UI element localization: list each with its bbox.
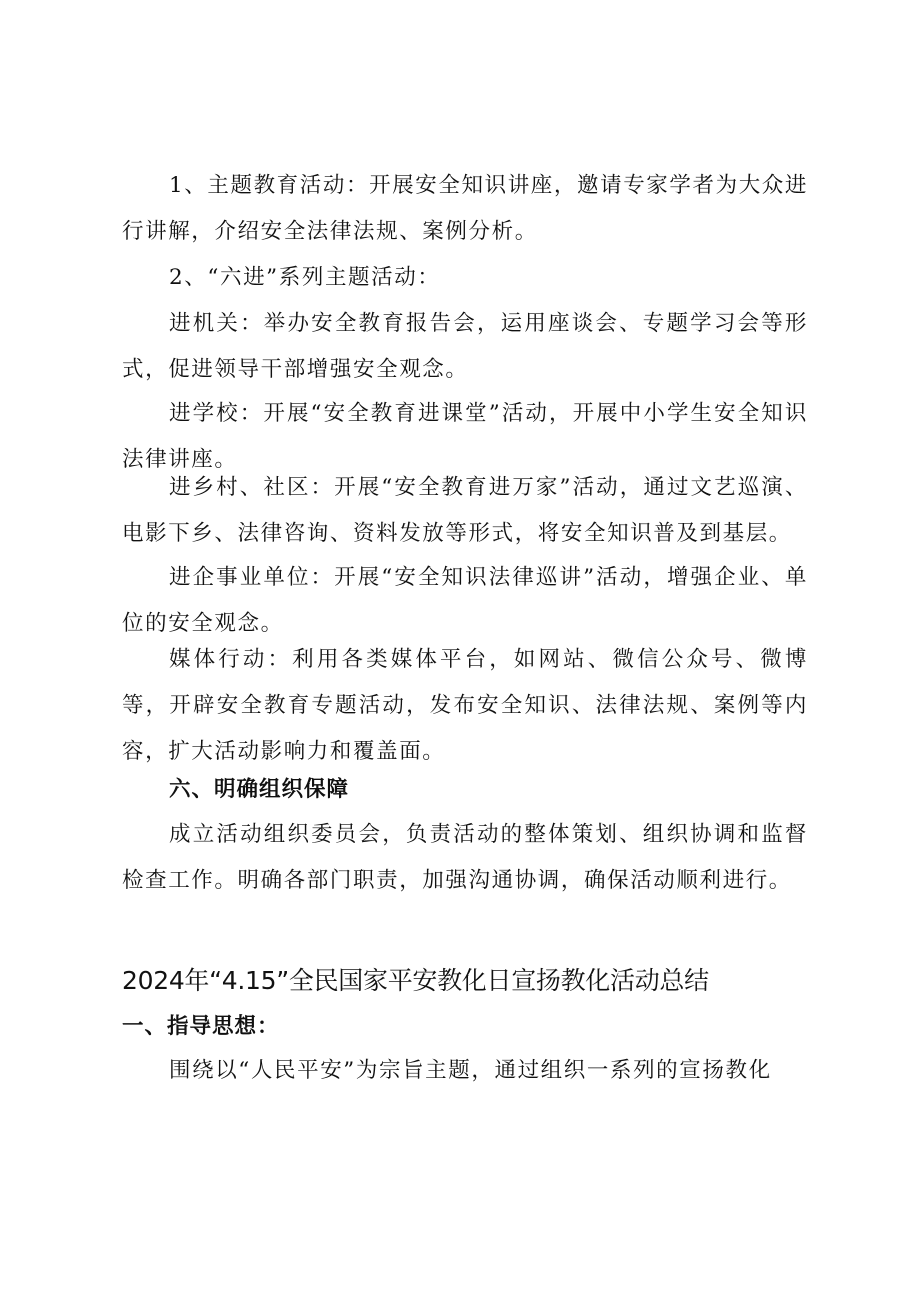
paragraph-theme-education: 1、主题教育活动：开展安全知识讲座，邀请专家学者为大众进行讲解，介绍安全法律法规、案例分析。	[122, 173, 808, 244]
section-six-heading: 六、明确组织保障	[169, 777, 350, 802]
paragraph-village-community: 进乡村、社区：开展“安全教育进万家”活动，通过文艺巡演、电影下乡、法律咨询、资料发放等形式，将安全知识普及到基层。	[122, 475, 808, 546]
paragraph-six-entries-heading: 2、“六进”系列主题活动：	[169, 265, 441, 290]
summary-title: 2024年“4.15”全民国家平安教化日宣扬教化活动总结	[122, 966, 709, 995]
section-six-body: 成立活动组织委员会，负责活动的整体策划、组织协调和监督检查工作。明确各部门职责，加强沟通协调，确保活动顺利进行。	[122, 822, 808, 893]
section-one-body: 围绕以“人民平安”为宗旨主题，通过组织一系列的宣扬教化	[169, 1058, 772, 1083]
paragraph-enterprise: 进企事业单位：开展“安全知识法律巡讲”活动，增强企业、单位的安全观念。	[122, 565, 808, 636]
section-one-heading: 一、指导思想：	[122, 1014, 280, 1039]
paragraph-government: 进机关：举办安全教育报告会，运用座谈会、专题学习会等形式，促进领导干部增强安全观念。	[122, 311, 808, 382]
paragraph-school: 进学校：开展“安全教育进课堂”活动，开展中小学生安全知识法律讲座。	[122, 401, 808, 472]
paragraph-media: 媒体行动：利用各类媒体平台，如网站、微信公众号、微博等，开辟安全教育专题活动，发布安全知识、法律法规、案例等内容，扩大活动影响力和覆盖面。	[122, 647, 808, 764]
